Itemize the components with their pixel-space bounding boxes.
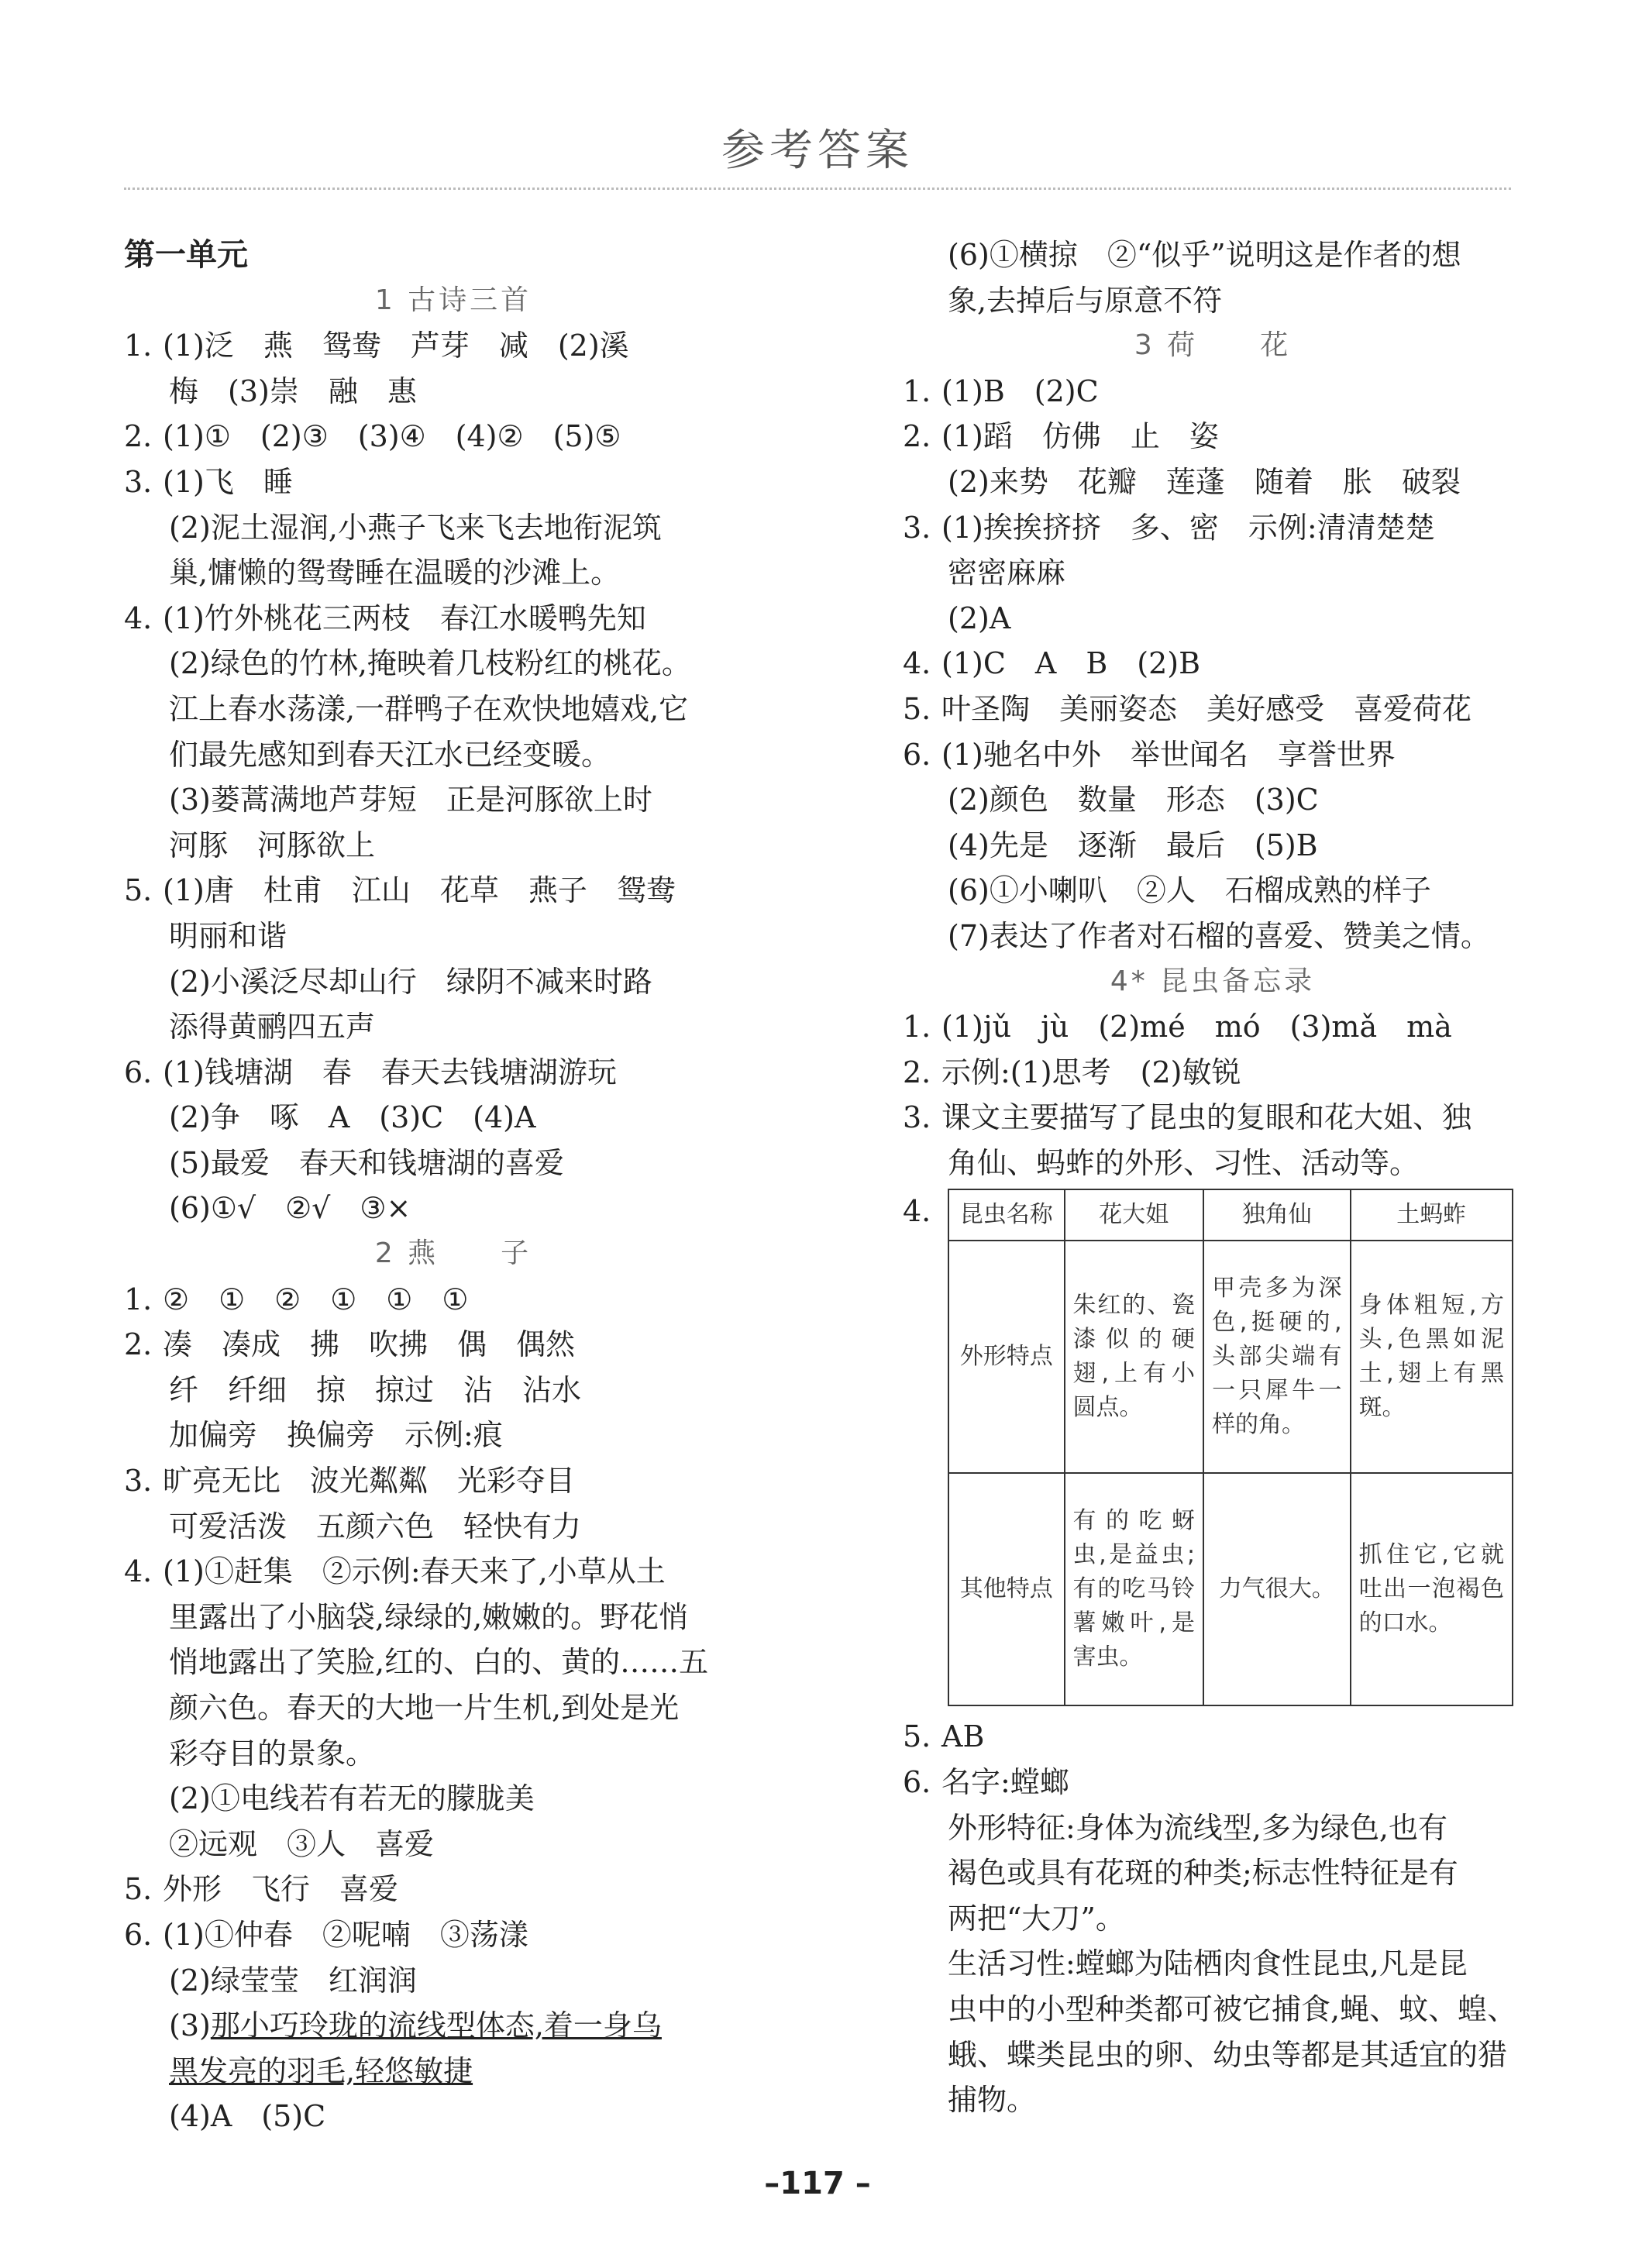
answer-line: 5. AB: [903, 1719, 985, 1754]
table-cell: 力气很大。: [1203, 1473, 1351, 1705]
answer-line: (4)先是 逐渐 最后 (5)B: [948, 828, 1318, 862]
answer-line: 们最先感知到春天江水已经变暖。: [169, 737, 611, 772]
table-header: 独角仙: [1203, 1189, 1351, 1241]
table-cell: 朱红的、瓷漆似的硬翅,上有小圆点。: [1065, 1241, 1204, 1473]
table-header: 花大姐: [1065, 1189, 1204, 1241]
answer-line: (6)①横掠 ②“似乎”说明这是作者的想: [948, 238, 1461, 272]
answer-line: (7)表达了作者对石榴的喜爱、赞美之情。: [948, 918, 1490, 953]
answer-line: 3. 旷亮无比 波光粼粼 光彩夺目: [124, 1464, 576, 1499]
answer-line: 5. 外形 飞行 喜爱: [124, 1872, 399, 1907]
answer-line: 2. (1)蹈 仿佛 止 姿: [903, 419, 1219, 454]
answer-line: (2)来势 花瓣 莲蓬 随着 胀 破裂: [948, 464, 1461, 499]
answer-line: 2. 示例:(1)思考 (2)敏锐: [903, 1055, 1241, 1089]
answer-line: (2)颜色 数量 形态 (3)C: [948, 783, 1319, 817]
answer-line: 3. 课文主要描写了昆虫的复眼和花大姐、独: [903, 1100, 1472, 1135]
answer-line: 河豚 河豚欲上: [169, 828, 376, 862]
section-heading: 4* 昆虫备忘录: [1110, 965, 1316, 997]
table-cell: 外形特点: [948, 1241, 1065, 1473]
underlined-answer: 黑发亮的羽毛,轻悠敏捷: [169, 2053, 473, 2088]
answer-line: 密密麻麻: [948, 556, 1066, 590]
answer-line: (2)A: [948, 601, 1011, 635]
answer-line: 梅 (3)崇 融 惠: [169, 373, 417, 408]
table-cell: 甲壳多为深色,挺硬的,头部尖端有一只犀牛一样的角。: [1203, 1241, 1351, 1473]
answer-table-row: 4. 昆虫名称 花大姐 独角仙 土蚂蚱 外形特点 朱红的、瓷漆似的硬翅,上有小圆点。 甲壳多为深色,挺硬的,头部尖端有一只犀牛一样的角。 身体粗短,方头,色黑如泥土,翅上有黑斑。 其他特点 有的吃蚜虫,是益虫;有的吃马铃薯嫩叶,是害虫。 力气很大。 抓住它,它就吐出一泡褐色的口水。: [903, 1189, 1523, 1706]
answer-line: (5)最爱 春天和钱塘湖的喜爱: [169, 1145, 564, 1180]
answer-line: 加偏旁 换偏旁 示例:痕: [169, 1418, 503, 1453]
answer-line: 捕物。: [948, 2083, 1037, 2118]
right-column: [903, 232, 1523, 2123]
answer-line: (6)①√ ②√ ③×: [169, 1191, 411, 1226]
answer-line: 象,去掉后与原意不符: [948, 283, 1223, 318]
table-cell: 抓住它,它就吐出一泡褐色的口水。: [1351, 1473, 1513, 1705]
answer-line: (2)绿色的竹林,掩映着几枝粉红的桃花。: [169, 646, 691, 681]
title-divider: [124, 188, 1511, 190]
answer-line: 纤 纤细 掠 掠过 沾 沾水: [169, 1372, 582, 1407]
answer-line: 4. (1)竹外桃花三两枝 春江水暖鸭先知: [124, 601, 646, 635]
page-number: –117 –: [764, 2166, 871, 2201]
answer-line: 可爱活泼 五颜六色 轻快有力: [169, 1509, 582, 1544]
answer-line: 外形特征:身体为流线型,多为绿色,也有: [948, 1810, 1447, 1845]
answer-line: (2)小溪泛尽却山行 绿阴不减来时路: [169, 964, 652, 999]
left-column: [124, 232, 783, 2139]
answer-line: 1. (1)jǔ jù (2)mé mó (3)mǎ mà: [903, 1010, 1452, 1045]
answer-line: (3)蒌蒿满地芦芽短 正是河豚欲上时: [169, 783, 652, 817]
answer-line: (2)泥土湿润,小燕子飞来飞去地衔泥筑: [169, 510, 662, 545]
answer-line: 颜六色。春天的大地一片生机,到处是光: [169, 1691, 680, 1725]
table-cell: 有的吃蚜虫,是益虫;有的吃马铃薯嫩叶,是害虫。: [1065, 1473, 1204, 1705]
insect-table: [948, 1189, 1513, 1706]
answer-line: (4)A (5)C: [169, 2099, 326, 2134]
underlined-answer: 那小巧玲珑的流线型体态,着一身乌: [210, 2008, 662, 2043]
answer-line: 3. (1)飞 睡: [124, 464, 293, 499]
answer-line: 6. (1)钱塘湖 春 春天去钱塘湖游玩: [124, 1055, 617, 1089]
section-heading: 3 荷 花: [1134, 329, 1292, 362]
table-cell: 身体粗短,方头,色黑如泥土,翅上有黑斑。: [1351, 1241, 1513, 1473]
unit-heading: 第一单元: [124, 236, 248, 273]
answer-line: 6. (1)①仲春 ②呢喃 ③荡漾: [124, 1917, 528, 1952]
answer-line: 1. (1)B (2)C: [903, 373, 1099, 408]
section-heading: 2 燕 子: [374, 1237, 532, 1270]
answer-line: (2)绿莹莹 红润润: [169, 1963, 417, 1998]
answer-line: 巢,慵懒的鸳鸯睡在温暖的沙滩上。: [169, 556, 621, 590]
answer-line: (3)那小巧玲珑的流线型体态,着一身乌: [169, 2008, 662, 2043]
answer-line: 2. (1)① (2)③ (3)④ (4)② (5)⑤: [124, 419, 621, 454]
answer-line: 江上春水荡漾,一群鸭子在欢快地嬉戏,它: [169, 691, 689, 726]
page-title: 参考答案: [721, 126, 914, 176]
answer-line: (6)①小喇叭 ②人 石榴成熟的样子: [948, 873, 1431, 908]
table-header: 土蚂蚱: [1351, 1189, 1513, 1241]
answer-line: 6. 名字:螳螂: [903, 1765, 1069, 1800]
answer-line: [124, 2049, 783, 2094]
answer-line: 1. ② ① ② ① ① ①: [124, 1282, 469, 1316]
table-header: 昆虫名称: [948, 1189, 1065, 1241]
answer-line: 虫中的小型种类都可被它捕食,蝇、蚊、蝗、: [948, 1992, 1517, 2027]
answer-line: 4. (1)C A B (2)B: [903, 646, 1201, 681]
answer-line: 悄地露出了笑脸,红的、白的、黄的……五: [169, 1645, 709, 1680]
answer-line: 里露出了小脑袋,绿绿的,嫩嫩的。野花悄: [169, 1599, 689, 1634]
table-cell: 其他特点: [948, 1473, 1065, 1705]
answer-line: 4. (1)①赶集 ②示例:春天来了,小草从土: [124, 1554, 666, 1589]
answer-line: 褐色或具有花斑的种类;标志性特征是有: [948, 1856, 1458, 1891]
section-heading: 1 古诗三首: [374, 284, 532, 316]
answer-line: 1. (1)泛 燕 鸳鸯 芦芽 减 (2)溪: [124, 329, 629, 363]
answer-line: 两把“大刀”。: [948, 1901, 1125, 1936]
answer-line: 6. (1)驰名中外 举世闻名 享誉世界: [903, 737, 1396, 772]
answer-line: (2)争 啄 A (3)C (4)A: [169, 1100, 536, 1135]
answer-line: 蛾、蝶类昆虫的卵、幼虫等都是其适宜的猎: [948, 2037, 1508, 2072]
answer-line: 2. 凑 凑成 拂 吹拂 偶 偶然: [124, 1327, 576, 1362]
answer-line: 5. (1)唐 杜甫 江山 花草 燕子 鸳鸯: [124, 873, 676, 908]
answer-line: 彩夺目的景象。: [169, 1736, 376, 1771]
answer-line: 明丽和谐: [169, 918, 287, 953]
answer-line: ②远观 ③人 喜爱: [169, 1826, 435, 1861]
answer-line: 生活习性:螳螂为陆栖肉食性昆虫,凡是昆: [948, 1946, 1468, 1981]
answer-line: 添得黄鹂四五声: [169, 1010, 376, 1045]
answer-line: 角仙、蚂蚱的外形、习性、活动等。: [948, 1145, 1420, 1180]
answer-line: (2)①电线若有若无的朦胧美: [169, 1781, 535, 1816]
answer-line: 3. (1)挨挨挤挤 多、密 示例:清清楚楚: [903, 510, 1435, 545]
answer-line: 5. 叶圣陶 美丽姿态 美好感受 喜爱荷花: [903, 691, 1472, 726]
